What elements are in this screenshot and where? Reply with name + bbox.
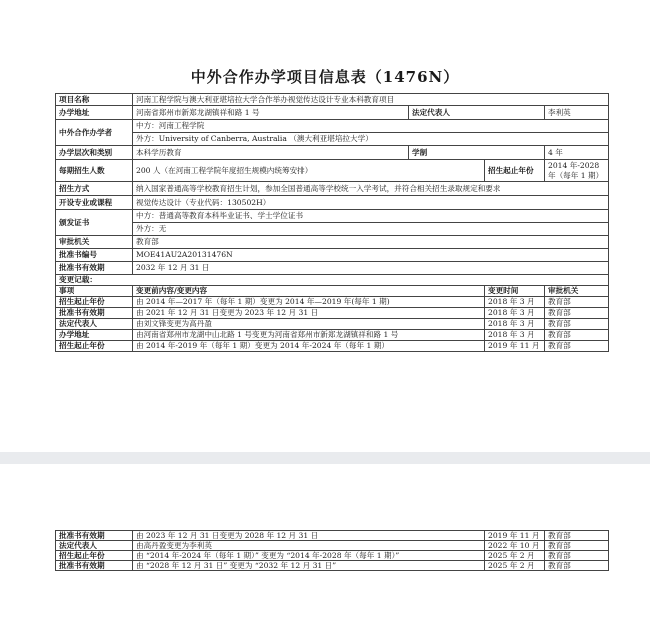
continued-content: 由 2023 年 12 月 31 日变更为 2028 年 12 月 31 日: [133, 531, 485, 541]
row-cert-foreign: [56, 223, 609, 236]
change-authority: 教育部: [545, 319, 609, 330]
continued-row: [56, 541, 609, 551]
changes-header-authority: 审批机关: [545, 286, 609, 297]
label-period: 招生起止年份: [485, 160, 545, 182]
changes-title: 变更记载：: [56, 275, 609, 286]
value-enroll: 200 人（在河南工程学院年度招生规模内统筹安排）: [133, 160, 485, 182]
label-method: 招生方式: [56, 182, 133, 196]
changes-header-item: 事项: [56, 286, 133, 297]
change-content: 由河南省郑州市龙湖中山北路 1 号变更为河南省郑州市新郑龙湖镇祥和路 1 号: [133, 330, 485, 341]
continued-content: 由 “2028 年 12 月 31 日” 变更为 “2032 年 12 月 31 日”: [133, 561, 485, 571]
change-row: [56, 319, 609, 330]
change-item: 招生起止年份: [56, 297, 133, 308]
change-row: [56, 330, 609, 341]
label-parties: 中外合作办学者: [56, 120, 133, 146]
label-legal-rep: 法定代表人: [409, 106, 545, 120]
row-parties-foreign: [56, 133, 609, 146]
page-gap: [0, 452, 650, 464]
changes-header-content: 变更前内容/变更内容: [133, 286, 485, 297]
value-party-china: 中方：河南工程学院: [133, 120, 609, 133]
change-authority: 教育部: [545, 297, 609, 308]
continued-time: 2022 年 10 月: [485, 541, 545, 551]
change-item: 法定代表人: [56, 319, 133, 330]
value-cert-china: 中方：普通高等教育本科毕业证书、学士学位证书: [133, 210, 609, 223]
label-cert: 颁发证书: [56, 210, 133, 236]
value-method: 纳入国家普通高等学校教育招生计划，参加全国普通高等学校统一入学考试，并符合相关招生录取规定和要求: [133, 182, 609, 196]
row-method: [56, 182, 609, 196]
info-table: [55, 93, 609, 352]
value-address: 河南省郑州市新郑龙湖镇祥和路 1 号: [133, 106, 409, 120]
continued-time: 2025 年 2 月: [485, 561, 545, 571]
value-approval-no: MOE41AU2A20131476N: [133, 249, 609, 262]
change-authority: 教育部: [545, 330, 609, 341]
change-time: 2018 年 3 月: [485, 330, 545, 341]
value-duration: 4 年: [545, 146, 609, 160]
continued-content: 由高丹盈变更为李利英: [133, 541, 485, 551]
change-content: 由 2014 年—2017 年（每年 1 期）变更为 2014 年—2019 年(每年 1 期): [133, 297, 485, 308]
continued-item: 招生起止年份: [56, 551, 133, 561]
value-authority: 教育部: [133, 236, 609, 249]
row-address: [56, 106, 609, 120]
row-project-name: [56, 94, 609, 106]
continued-time: 2019 年 11 月: [485, 531, 545, 541]
value-validity: 2032 年 12 月 31 日: [133, 262, 609, 275]
value-party-foreign: 外方：University of Canberra, Australia （澳大利亚堪培拉大学）: [133, 133, 609, 146]
value-legal-rep: 李利英: [545, 106, 609, 120]
label-project-name: 项目名称: [56, 94, 133, 106]
change-item: 招生起止年份: [56, 341, 133, 352]
change-authority: 教育部: [545, 308, 609, 319]
continued-authority: 教育部: [545, 541, 609, 551]
label-authority: 审批机关: [56, 236, 133, 249]
value-period: 2014 年-2028 年（每年 1 期）: [545, 160, 609, 182]
continued-time: 2025 年 2 月: [485, 551, 545, 561]
changes-header-row: [56, 286, 609, 297]
continued-item: 法定代表人: [56, 541, 133, 551]
row-parties-china: [56, 120, 609, 133]
change-item: 办学地址: [56, 330, 133, 341]
changes-header-time: 变更时间: [485, 286, 545, 297]
change-time: 2019 年 11 月: [485, 341, 545, 352]
change-time: 2018 年 3 月: [485, 308, 545, 319]
row-enroll: [56, 160, 609, 182]
row-changes-title: [56, 275, 609, 286]
change-row: [56, 297, 609, 308]
row-validity: [56, 262, 609, 275]
change-content: 由 2014 年-2019 年（每年 1 期）变更为 2014 年-2024 年（每年 1 期）: [133, 341, 485, 352]
row-cert-china: [56, 210, 609, 223]
change-item: 批准书有效期: [56, 308, 133, 319]
value-project-name: 河南工程学院与澳大利亚堪培拉大学合作举办视觉传达设计专业本科教育项目: [133, 94, 609, 106]
label-validity: 批准书有效期: [56, 262, 133, 275]
continued-authority: 教育部: [545, 551, 609, 561]
label-major: 开设专业或课程: [56, 196, 133, 210]
change-authority: 教育部: [545, 341, 609, 352]
continued-changes-table: [55, 530, 609, 571]
value-level: 本科学历教育: [133, 146, 409, 160]
continued-authority: 教育部: [545, 561, 609, 571]
value-major: 视觉传达设计（专业代码：130502H）: [133, 196, 609, 210]
row-authority: [56, 236, 609, 249]
row-approval-no: [56, 249, 609, 262]
continued-row: [56, 551, 609, 561]
change-content: 由 2021 年 12 月 31 日变更为 2023 年 12 月 31 日: [133, 308, 485, 319]
continued-item: 批准书有效期: [56, 561, 133, 571]
document-title: 中外合作办学项目信息表（1476N）: [190, 68, 460, 86]
continued-item: 批准书有效期: [56, 531, 133, 541]
continued-row: [56, 531, 609, 541]
row-major: [56, 196, 609, 210]
continued-content: 由 “2014 年-2024 年（每年 1 期）” 变更为 “2014 年-2028 年（每年 1 期）”: [133, 551, 485, 561]
change-time: 2018 年 3 月: [485, 297, 545, 308]
continued-row: [56, 561, 609, 571]
change-row: [56, 341, 609, 352]
continued-authority: 教育部: [545, 531, 609, 541]
value-cert-foreign: 外方：无: [133, 223, 609, 236]
label-approval-no: 批准书编号: [56, 249, 133, 262]
change-time: 2018 年 3 月: [485, 319, 545, 330]
row-level: [56, 146, 609, 160]
change-content: 由刘文锋变更为高丹盈: [133, 319, 485, 330]
change-row: [56, 308, 609, 319]
label-level: 办学层次和类别: [56, 146, 133, 160]
label-enroll: 每期招生人数: [56, 160, 133, 182]
label-address: 办学地址: [56, 106, 133, 120]
label-duration: 学制: [409, 146, 545, 160]
